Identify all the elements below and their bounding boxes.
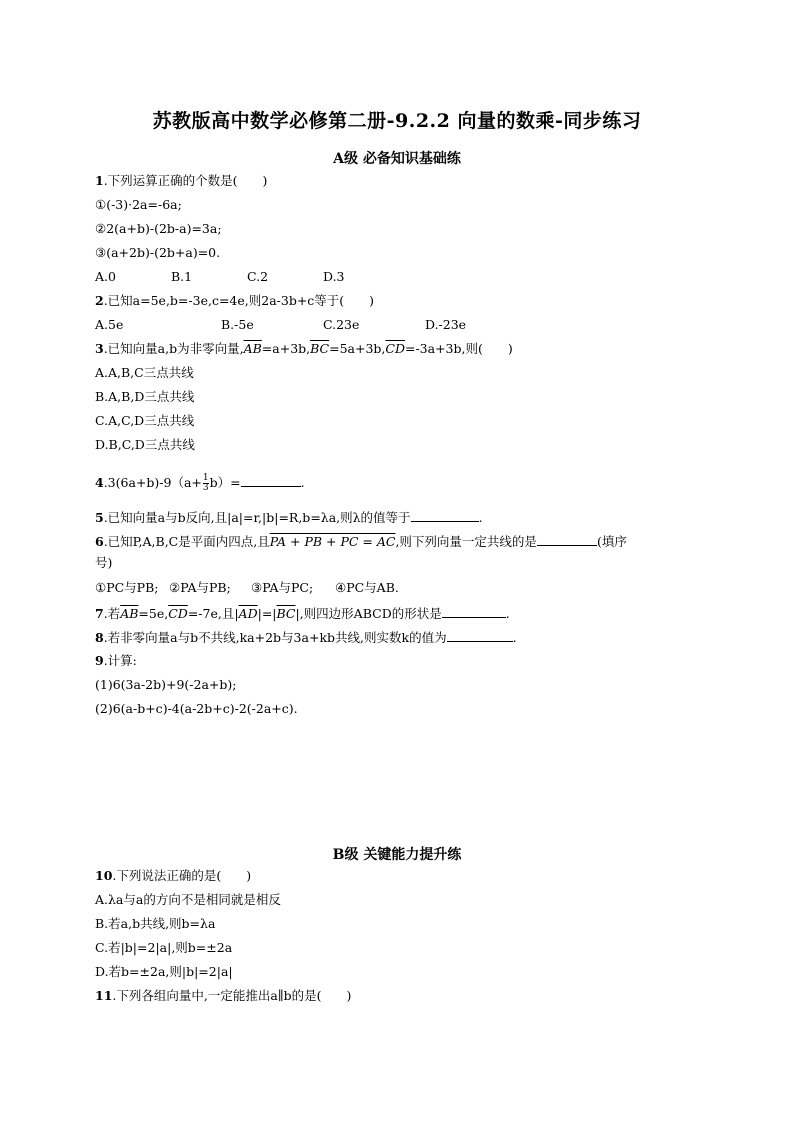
q6-item-1: ①PC与PB;: [95, 580, 159, 595]
expr: .3(6a+b)-9（a+: [103, 475, 202, 490]
option-c: C.若|b|=2|a|,则b=±2a: [95, 940, 233, 955]
q1-item-2: ②2(a+b)-(2b-a)=3a;: [95, 221, 222, 236]
option-b: B.1: [171, 269, 193, 284]
page-title: 苏教版高中数学必修第二册-9.2.2 向量的数乘-同步练习: [152, 110, 642, 132]
expr: =5a+3b,: [329, 341, 386, 356]
q6-continued: 号): [95, 555, 113, 570]
question-number: 4: [95, 475, 104, 490]
expr: .若: [103, 606, 121, 621]
question-stem: .下列运算正确的个数是( ): [103, 173, 268, 188]
option-d: D.3: [323, 269, 345, 284]
answer-blank[interactable]: [411, 509, 479, 522]
vector-cd: $\overline{CD}$: [385, 341, 405, 356]
question-stem: .已知P,A,B,C是平面内四点,且: [103, 534, 270, 549]
expr: =5e,: [138, 606, 169, 621]
question-6: [95, 533, 627, 550]
end-mark: .: [512, 630, 517, 645]
question-stem: .若非零向量a与b不共线,ka+2b与3a+kb共线,则实数k的值为: [103, 630, 447, 645]
vector-cd: $\overline{CD}$: [168, 606, 188, 621]
option-d: D.B,C,D三点共线: [95, 437, 195, 452]
question-3: [95, 341, 513, 357]
question-5: [95, 509, 483, 526]
expr: |=|: [257, 606, 277, 621]
fraction-denominator: 3: [202, 483, 209, 493]
end-mark: .: [505, 606, 510, 621]
option-a: A.λa与a的方向不是相同就是相反: [95, 892, 281, 907]
option-d: D.-23e: [425, 317, 467, 332]
question-number: 6: [95, 534, 104, 549]
vector-bc: $\overline{BC}$: [310, 341, 330, 356]
q1-options: [95, 269, 345, 285]
question-number: 1: [95, 173, 104, 188]
option-d: D.若b=±2a,则|b|=2|a|: [95, 964, 233, 979]
question-stem: ,则下列向量一定共线的是: [395, 534, 537, 549]
question-2: [95, 293, 374, 309]
question-1: [95, 173, 267, 189]
q2-options: [95, 317, 466, 333]
answer-blank[interactable]: [241, 474, 301, 487]
expr: b）=: [209, 475, 241, 490]
q6-item-4: ④PC与AB.: [335, 580, 399, 595]
fraction-numerator: 1: [202, 473, 209, 483]
question-number: 10: [95, 868, 113, 883]
question-stem: .下列各组向量中,一定能推出a∥b的是( ): [112, 988, 352, 1003]
question-number: 3: [95, 341, 104, 356]
option-c: C.23e: [323, 317, 360, 332]
vector-ab: $\overline{AB}$: [243, 341, 262, 356]
q1-item-3: ③(a+2b)-(2b+a)=0.: [95, 245, 221, 260]
question-number: 9: [95, 653, 104, 668]
q9-item-2: (2)6(a-b+c)-4(a-2b+c)-2(-2a+c).: [95, 701, 298, 716]
option-b: B.A,B,D三点共线: [95, 389, 195, 404]
vector-bc: $\overline{BC}$: [276, 606, 296, 621]
section-b-heading: B级 关键能力提升练: [332, 847, 462, 863]
question-4: [95, 474, 305, 493]
question-stem: .下列说法正确的是( ): [112, 868, 252, 883]
option-a: A.A,B,C三点共线: [95, 365, 194, 380]
question-11: [95, 988, 351, 1004]
option-a: A.0: [95, 269, 116, 284]
question-stem: .已知向量a,b为非零向量,: [103, 341, 244, 356]
answer-blank[interactable]: [442, 605, 506, 618]
question-stem: .计算:: [103, 653, 137, 668]
question-tail: (填序: [596, 534, 627, 549]
end-mark: .: [478, 510, 483, 525]
option-a: A.5e: [95, 317, 124, 332]
question-number: 7: [95, 606, 104, 621]
q6-item-2: ②PA与PB;: [169, 580, 231, 595]
answer-blank[interactable]: [537, 533, 597, 546]
question-8: [95, 629, 517, 646]
question-number: 8: [95, 630, 104, 645]
q6-items: [95, 580, 399, 596]
question-stem: .已知a=5e,b=-3e,c=4e,则2a-3b+c等于( ): [103, 293, 375, 308]
question-number: 5: [95, 510, 104, 525]
fraction: [203, 474, 209, 493]
q9-item-1: (1)6(3a-2b)+9(-2a+b);: [95, 677, 237, 692]
option-c: C.2: [247, 269, 269, 284]
answer-blank[interactable]: [447, 629, 513, 642]
vector-equation: PA + PB + PC = AC: [269, 534, 396, 549]
question-10: [95, 868, 251, 884]
question-number: 11: [95, 988, 113, 1003]
expr: =-7e,且|: [187, 606, 239, 621]
option-b: B.若a,b共线,则b=λa: [95, 916, 216, 931]
question-stem: |,则四边形ABCD的形状是: [295, 606, 442, 621]
expr: =-3a+3b,则( ): [404, 341, 513, 356]
question-stem: .已知向量a与b反向,且|a|=r,|b|=R,b=λa,则λ的值等于: [103, 510, 411, 525]
question-7: [95, 605, 510, 622]
expr: =a+3b,: [261, 341, 311, 356]
option-c: C.A,C,D三点共线: [95, 413, 195, 428]
vector-ad: $\overline{AD}$: [238, 606, 258, 621]
vector-ab: $\overline{AB}$: [120, 606, 139, 621]
question-9: [95, 653, 137, 669]
end-mark: .: [300, 475, 305, 490]
section-a-heading: A级 必备知识基础练: [333, 151, 461, 167]
q6-item-3: ③PA与PC;: [251, 580, 314, 595]
question-number: 2: [95, 293, 104, 308]
option-b: B.-5e: [221, 317, 254, 332]
q1-item-1: ①(-3)·2a=-6a;: [95, 197, 182, 212]
